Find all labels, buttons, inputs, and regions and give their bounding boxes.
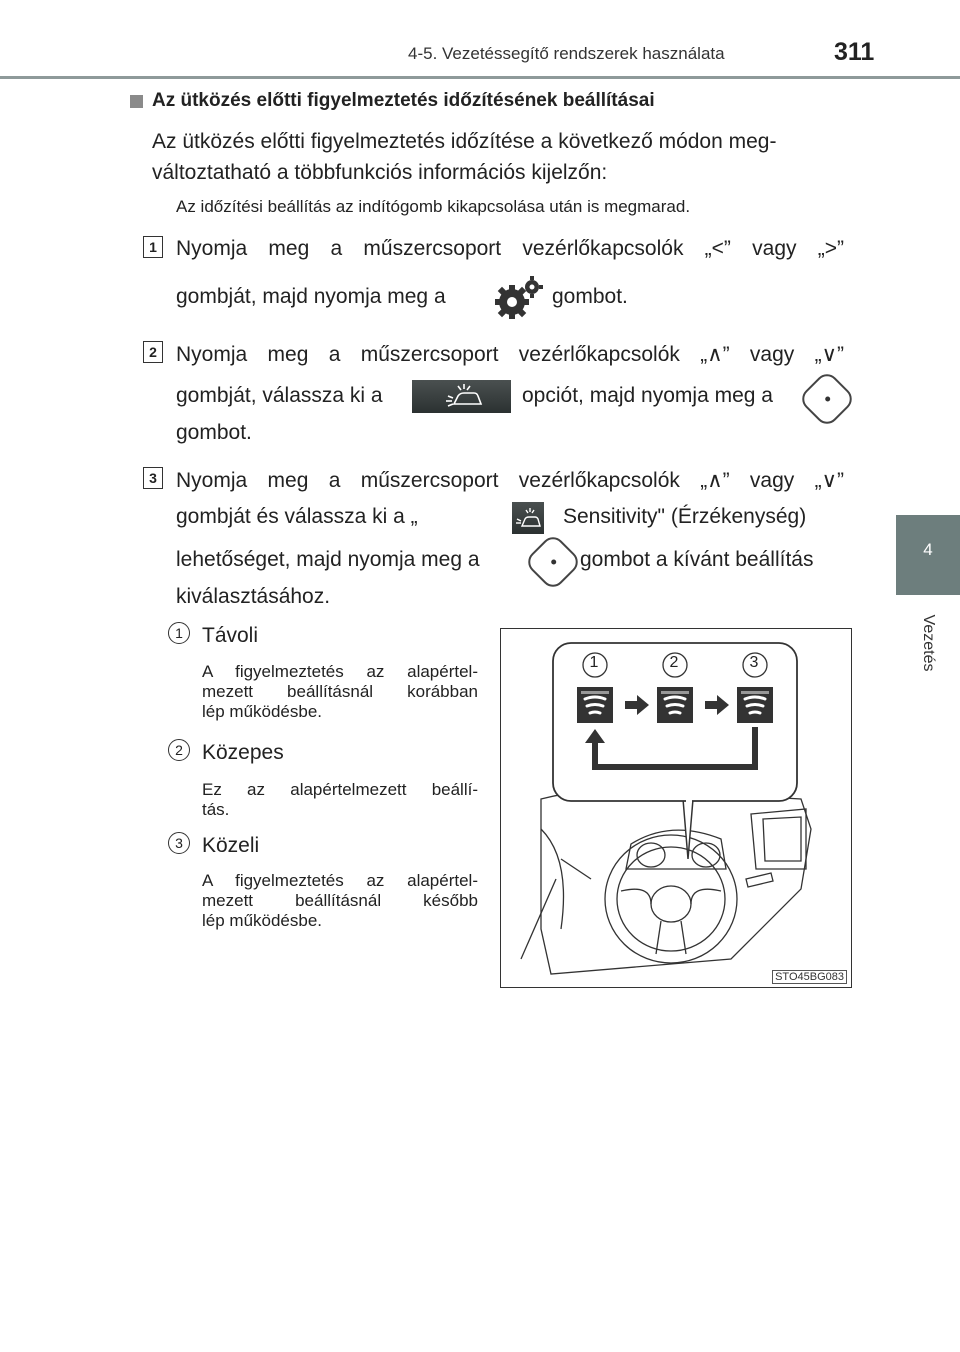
step-1-line-2a: gombját, majd nyomja meg a — [176, 285, 446, 308]
step-number-1: 1 — [143, 236, 163, 258]
option-3-desc-line-2: mezett beállításnál később — [202, 891, 478, 910]
settings-gear-icon — [494, 275, 544, 321]
option-title-1: Távoli — [202, 624, 259, 647]
option-2-desc-line-1: Ez az alapértelmezett beállí- — [202, 780, 478, 799]
dashboard-illustration — [501, 629, 852, 988]
step-3-line-3b: gombot a kívánt beállítás — [580, 548, 814, 571]
ok-button-icon-2 — [523, 532, 582, 591]
intro-text — [152, 126, 852, 188]
option-desc-3 — [202, 871, 478, 931]
option-number-1: 1 — [168, 622, 190, 644]
figure-callout-2: 2 — [669, 654, 679, 671]
option-desc-2 — [202, 780, 478, 820]
ok-button-icon — [797, 369, 856, 428]
chapter-number: 4 — [923, 540, 933, 559]
option-title-3: Közeli — [202, 834, 260, 857]
section-heading: Az ütközés előtti figyelmeztetés időzítésének beállításai — [152, 90, 655, 111]
intro-note: Az időzítési beállítás az indítógomb kikapcsolása után is megmarad. — [176, 197, 691, 216]
intro-line-1: Az ütközés előtti figyelmeztetés időzítése a következő módon meg- — [152, 130, 777, 153]
page-number: 311 — [834, 38, 875, 66]
figure-callout-3: 3 — [749, 654, 759, 671]
step-1-line-1: Nyomja meg a műszercsoport vezérlőkapcsolók „<” vagy „>” — [176, 237, 844, 260]
heading-bullet — [130, 95, 143, 108]
option-3-desc-line-3: lép működésbe. — [202, 911, 323, 930]
chapter-label — [916, 605, 940, 685]
figure-callout-1: 1 — [589, 654, 599, 671]
option-2-desc-line-2: tás. — [202, 800, 230, 819]
pcs-menu-icon — [412, 380, 511, 413]
option-1-desc-line-1: A figyelmeztetés az alapértel- — [202, 662, 478, 681]
step-2-line-2a: gombját, válassza ki a — [176, 384, 383, 407]
step-3-line-3a: lehetőséget, majd nyomja meg a — [176, 548, 480, 571]
chapter-label-text: Vezetés — [920, 614, 937, 672]
option-number-2: 2 — [168, 739, 190, 761]
step-3-line-2a: gombját és válassza ki a „ — [176, 505, 418, 528]
pcs-warning-icon — [512, 502, 544, 534]
figure-code: STO45BG083 — [772, 970, 847, 984]
step-3-line-2b: Sensitivity" (Érzékenység) — [563, 505, 807, 528]
option-desc-1 — [202, 662, 478, 722]
option-1-desc-line-2: mezett beállításnál korábban — [202, 682, 478, 701]
step-1-line-2b: gombot. — [552, 285, 628, 308]
step-2-line-1: Nyomja meg a műszercsoport vezérlőkapcsolók „∧” vagy „∨” — [176, 343, 844, 366]
option-title-2: Közepes — [202, 741, 284, 764]
option-1-desc-line-3: lép működésbe. — [202, 702, 323, 721]
option-3-desc-line-1: A figyelmeztetés az alapértel- — [202, 871, 478, 890]
step-2-line-2b: opciót, majd nyomja meg a — [522, 384, 773, 407]
step-3-line-1: Nyomja meg a műszercsoport vezérlőkapcsolók „∧” vagy „∨” — [176, 469, 844, 492]
step-number-2: 2 — [143, 341, 163, 363]
illustration-figure — [500, 628, 852, 988]
option-number-3: 3 — [168, 832, 190, 854]
step-2-line-3: gombot. — [176, 421, 252, 444]
step-number-3: 3 — [143, 467, 163, 489]
intro-line-2: változtatható a többfunkciós információs kijelzőn: — [152, 161, 608, 184]
header-divider — [0, 76, 960, 79]
section-title: 4-5. Vezetéssegítő rendszerek használata — [408, 44, 725, 63]
step-3-line-4: kiválasztásához. — [176, 585, 331, 608]
